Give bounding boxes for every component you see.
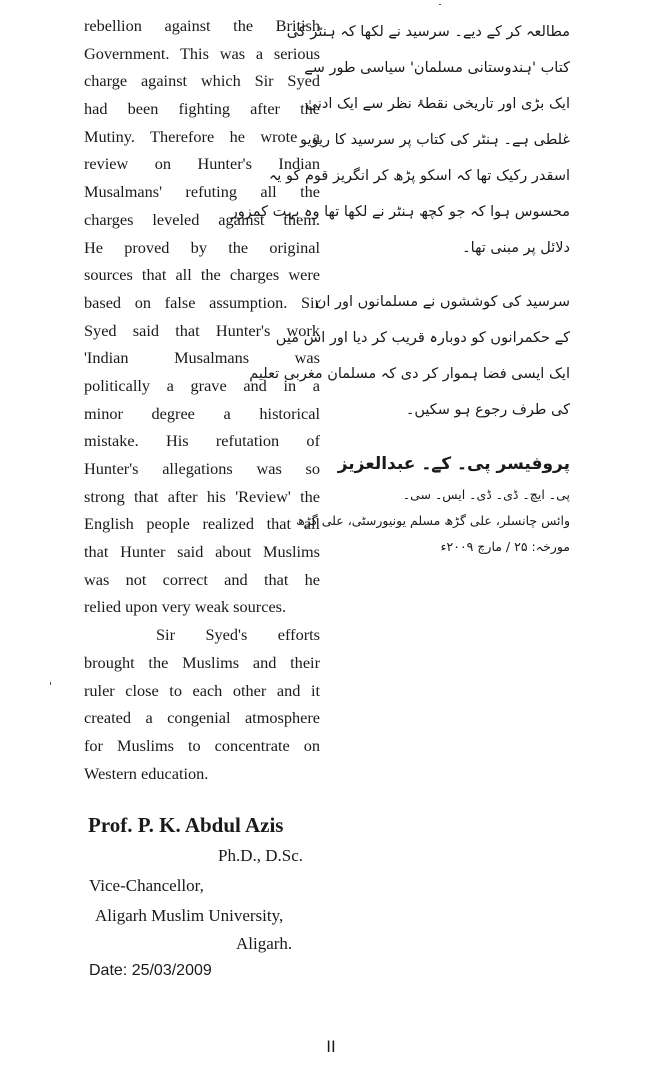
urdu-text-line: دلائل پر مبنی تھا۔	[462, 240, 570, 256]
english-text-line: had been fighting after the	[84, 99, 320, 119]
english-text-line: sources that all the charges were	[84, 265, 320, 285]
english-column	[84, 12, 320, 787]
english-text-line: rebellion against the British	[84, 16, 320, 35]
english-text-line: created a congenial atmosphere	[84, 708, 320, 728]
english-text-line: 'Indian Musalmans was	[84, 348, 320, 368]
english-text-line: charge against which Sir Syed	[84, 71, 320, 91]
urdu-text-line: ایک ایسی فضا ہموار کر دی کہ مسلمان مغربی تعلیم	[249, 366, 570, 382]
signature-university: Aligarh Muslim University,	[95, 906, 284, 925]
english-text-line: Syed said that Hunter's work	[84, 320, 320, 340]
urdu-text-line: کتاب 'ہندوستانی مسلمان' سیاسی طور سے	[304, 60, 570, 76]
english-text-line: Sir Syed's efforts	[156, 625, 320, 645]
urdu-column	[230, 14, 570, 560]
urdu-text-line: ایک بڑی اور تاریخی نقطۂ نظر سے ایک ادنیٰ	[305, 96, 570, 112]
urdu-text-line: کی طرف رجوع ہو سکیں۔	[405, 402, 570, 418]
english-text-line: Western education.	[84, 763, 209, 783]
urdu-paragraph-2	[249, 284, 570, 428]
urdu-text-line: مطالعہ کر کے دیے۔ سرسید نے لکھا کہ ہنٹر کی	[286, 24, 570, 40]
english-text-line: relied upon very weak sources.	[84, 597, 287, 617]
english-text-line: for Muslims to concentrate on	[84, 735, 320, 755]
urdu-signature-title: وائس چانسلر، علی گڑھ مسلم یونیورسٹی، علی گڑھ	[296, 513, 570, 528]
urdu-signature-degrees: پی۔ ایچ۔ ڈی۔ ڈی۔ ایس۔ سی۔	[402, 487, 570, 502]
english-text-line: English people realized that all	[84, 514, 320, 534]
signature-date: Date: 25/03/2009	[89, 962, 212, 979]
english-text-line: Hunter's allegations was so	[84, 459, 320, 478]
urdu-text-line: اسقدر رکیک تھا کہ اسکو پڑھ کر انگریز قوم کو یہ	[268, 168, 570, 184]
urdu-text-line: کے حکمرانوں کو دوبارہ قریب کر دیا اور اس میں	[275, 330, 570, 346]
english-text-line: was not correct and that he	[84, 569, 320, 589]
english-text-line: minor degree a historical	[84, 403, 320, 423]
page-number: II	[326, 1037, 336, 1056]
english-text-line: Musalmans' refuting all the	[84, 182, 320, 202]
scan-speck	[50, 682, 51, 685]
english-text-line: review on Hunter's Indian	[84, 154, 320, 174]
urdu-text-line: غلطی ہے۔ ہنٹر کی کتاب پر سرسید کا ریویو	[299, 132, 570, 148]
urdu-paragraph-1	[230, 14, 570, 266]
signature-title: Vice-Chancellor,	[89, 876, 204, 895]
signature-degrees: Ph.D., D.Sc.	[218, 846, 304, 865]
english-text-line: Mutiny. Therefore he wrote a	[84, 126, 320, 146]
english-text-line: ruler close to each other and it	[84, 680, 320, 700]
english-text-line: strong that after his 'Review' the	[84, 486, 320, 506]
urdu-text-line: محسوس ہوا کہ جو کچھ ہنٹر نے لکھا تھا وہ بہت کمزور	[230, 204, 570, 220]
english-text-line: that Hunter said about Muslims	[84, 542, 320, 562]
english-text-line: politically a grave and in a	[84, 375, 320, 395]
english-text-line: mistake. His refutation of	[84, 431, 320, 451]
urdu-signature-date: مورخہ: ۲۵ / مارچ ۲۰۰۹ء	[440, 539, 570, 554]
signature-name: Prof. P. K. Abdul Azis	[88, 813, 284, 837]
english-text-line: based on false assumption. Sir	[84, 292, 320, 312]
signature-city: Aligarh.	[236, 934, 293, 953]
urdu-text-line: سرسید کی کوششوں نے مسلمانوں اور ان	[315, 294, 570, 310]
english-text-line: Government. This was a serious	[84, 43, 320, 63]
english-text-line: brought the Muslims and their	[84, 652, 320, 672]
urdu-signature-name: پروفیسر پی۔ کے۔ عبدالعزیز	[337, 454, 570, 474]
english-text-line: He proved by the original	[84, 237, 320, 257]
english-text-line: charges leveled against them.	[84, 209, 320, 229]
scan-speck	[439, 4, 441, 5]
